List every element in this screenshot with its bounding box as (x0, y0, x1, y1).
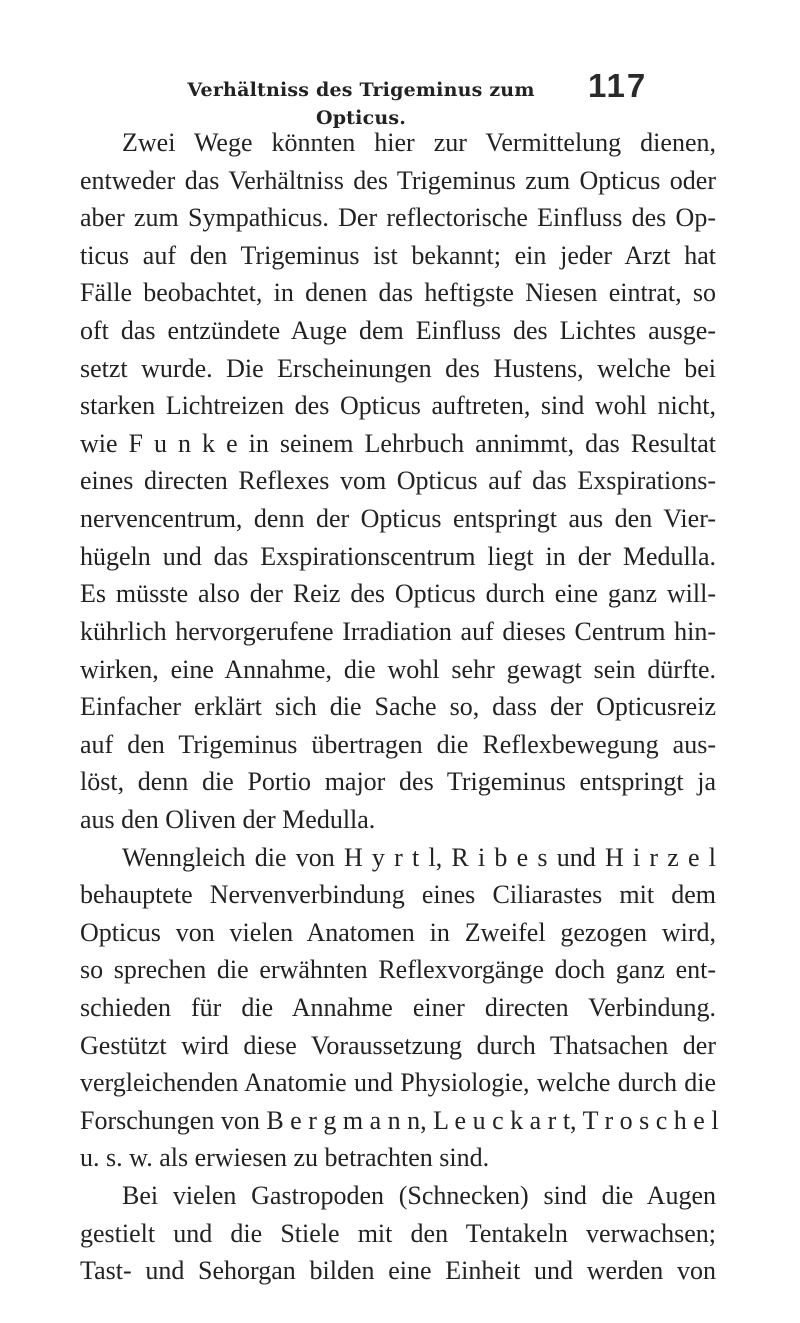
text-line: ticus auf den Trigeminus ist bekannt; ein jeder Arzt hat (80, 240, 716, 270)
text-line: eines directen Reflexes vom Opticus auf das Exspirations- (80, 466, 716, 496)
text-line: löst, denn die Portio major des Trigeminus entspringt ja (80, 767, 716, 797)
text-line: u. s. w. als erwiesen zu betrachten sind. (80, 1143, 490, 1173)
text-line: kührlich hervorgerufene Irradiation auf dieses Centrum hin- (80, 616, 716, 646)
text-line: entweder das Verhältniss des Trigeminus zum Opticus oder (80, 165, 716, 195)
text-line: gestielt und die Stiele mit den Tentakeln verwachsen; (80, 1218, 716, 1248)
text-line: aus den Oliven der Medulla. (80, 804, 376, 834)
text-line: auf den Trigeminus übertragen die Reflexbewegung aus- (80, 729, 716, 759)
text-line: starken Lichtreizen des Opticus auftreten, sind wohl nicht, (80, 391, 716, 421)
text-line: Tast- und Sehorgan bilden eine Einheit und werden von (80, 1256, 716, 1286)
body-text (80, 124, 719, 1290)
text-line: oft das entzündete Auge dem Einfluss des Lichtes ausge- (80, 316, 716, 346)
text-line: so sprechen die erwähnten Reflexvorgänge doch ganz ent- (80, 955, 716, 985)
text-line: wirken, eine Annahme, die wohl sehr gewagt sein dürfte. (80, 654, 716, 684)
text-line: hügeln und das Exspirationscentrum liegt in der Medulla. (80, 541, 716, 571)
text-line: Forschungen von B e r g m a n n, L e u c k a r t, T r o s c h e l (80, 1105, 719, 1135)
text-line: nervencentrum, denn der Opticus entspringt aus den Vier- (80, 504, 716, 534)
text-line: schieden für die Annahme einer directen Verbindung. (80, 993, 716, 1023)
text-line: Bei vielen Gastropoden (Schnecken) sind die Augen (122, 1181, 716, 1211)
text-line: Es müsste also der Reiz des Opticus durch eine ganz will- (80, 579, 716, 609)
text-line: Wenngleich die von H y r t l, R i b e s und H i r z e l (122, 842, 716, 872)
text-line: Einfacher erklärt sich die Sache so, dass der Opticusreiz (80, 692, 716, 722)
text-line: Zwei Wege könnten hier zur Vermittelung dienen, (122, 128, 716, 157)
running-head (0, 67, 800, 129)
text-line: Gestützt wird diese Voraussetzung durch Thatsachen der (80, 1030, 716, 1060)
page-number: 117 (588, 67, 648, 104)
text-line: Fälle beobachtet, in denen das heftigste Niesen eintrat, so (80, 278, 716, 308)
running-title: Verhältniss des Trigeminus zum Opticus. (187, 79, 535, 129)
text-line: vergleichenden Anatomie und Physiologie, welche durch die (80, 1068, 716, 1098)
text-line: wie F u n k e in seinem Lehrbuch annimmt, das Resultat (80, 428, 716, 458)
text-line: aber zum Sympathicus. Der reflectorische Einfluss des Op- (80, 203, 716, 233)
text-line: Opticus von vielen Anatomen in Zweifel gezogen wird, (80, 917, 716, 947)
text-line: setzt wurde. Die Erscheinungen des Hustens, welche bei (80, 353, 716, 383)
text-line: behauptete Nervenverbindung eines Ciliarastes mit dem (80, 880, 716, 910)
